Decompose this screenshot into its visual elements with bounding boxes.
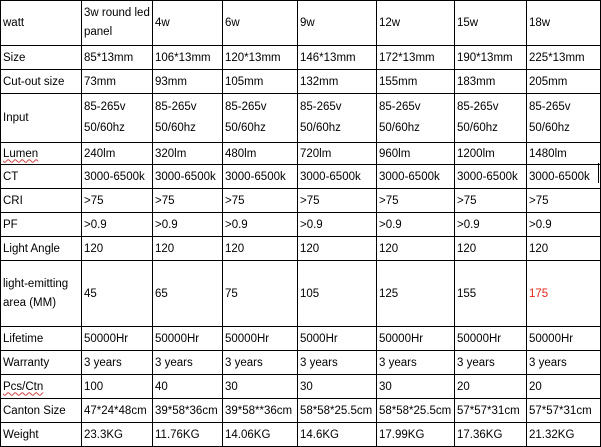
header-cell-3w: 3w round led panel xyxy=(82,1,153,46)
table-row-light-angle xyxy=(1,237,601,261)
table-cell: 240lm xyxy=(82,143,153,165)
table-cell: 85-265v 50/60hz xyxy=(223,94,298,143)
table-cell: 205mm xyxy=(527,70,601,94)
table-cell: >0.9 xyxy=(527,213,601,237)
table-row-input xyxy=(1,94,601,143)
row-label-size: Size xyxy=(1,46,82,70)
table-cell: 3000-6500k xyxy=(298,165,377,189)
table-cell: 3000-6500k xyxy=(82,165,153,189)
table-cell: 14.06KG xyxy=(223,423,298,447)
table-cell: 225*13mm xyxy=(527,46,601,70)
row-label-weight: Weight xyxy=(1,423,82,447)
row-label-lumen xyxy=(1,143,82,165)
table-cell: >75 xyxy=(298,189,377,213)
row-label-ct: CT xyxy=(1,165,82,189)
table-cell: 172*13mm xyxy=(377,46,455,70)
table-cell: 3 years xyxy=(527,351,601,375)
table-cell: 30 xyxy=(223,375,298,399)
table-cell: 58*58*25.5cm xyxy=(298,399,377,423)
highlighted-cell: 175 xyxy=(527,261,601,327)
row-label-emitting-area: light-emitting area (MM) xyxy=(1,261,82,327)
table-cell: 125 xyxy=(377,261,455,327)
table-cell: 3000-6500k xyxy=(223,165,298,189)
table-cell: 120 xyxy=(527,237,601,261)
table-cell: 120 xyxy=(82,237,153,261)
table-cell: 58*58*25.5cm xyxy=(377,399,455,423)
row-label-cutout-size: Cut-out size xyxy=(1,70,82,94)
row-label-input: Input xyxy=(1,94,82,143)
table-cell: 5000Hr xyxy=(298,327,377,351)
row-label-warranty: Warranty xyxy=(1,351,82,375)
table-row-cri xyxy=(1,189,601,213)
row-label-pcs-ctn-text: Pcs/Ctn xyxy=(3,380,44,393)
table-cell: 100 xyxy=(82,375,153,399)
row-label-lumen-text: Lumen xyxy=(3,147,39,160)
table-cell: 85-265v 50/60hz xyxy=(82,94,153,143)
table-cell: 190*13mm xyxy=(455,46,527,70)
table-cell: 120 xyxy=(223,237,298,261)
table-cell: 73mm xyxy=(82,70,153,94)
table-cell: >75 xyxy=(527,189,601,213)
table-cell: 14.6KG xyxy=(298,423,377,447)
table-cell: 3000-6500k xyxy=(455,165,527,189)
table-cell: 30 xyxy=(298,375,377,399)
table-cell: >0.9 xyxy=(298,213,377,237)
table-cell: >0.9 xyxy=(377,213,455,237)
table-row-emitting-area xyxy=(1,261,601,327)
table-cell: 20 xyxy=(455,375,527,399)
table-cell: 57*57*31cm xyxy=(455,399,527,423)
table-cell: 50000Hr xyxy=(82,327,153,351)
table-cell: 45 xyxy=(82,261,153,327)
table-cell: 3000-6500k xyxy=(527,165,601,189)
table-cell: 155 xyxy=(455,261,527,327)
table-cell: 120 xyxy=(298,237,377,261)
table-cell: 20 xyxy=(527,375,601,399)
row-label-canton-size: Canton Size xyxy=(1,399,82,423)
row-label-light-angle: Light Angle xyxy=(1,237,82,261)
table-cell: 30 xyxy=(377,375,455,399)
table-cell: 105 xyxy=(298,261,377,327)
table-cell: 3 years xyxy=(455,351,527,375)
table-cell: >75 xyxy=(377,189,455,213)
table-cell: 17.36KG xyxy=(455,423,527,447)
table-cell: 39*58**36cm xyxy=(223,399,298,423)
table-cell: 85-265v 50/60hz xyxy=(377,94,455,143)
row-label-pcs-ctn xyxy=(1,375,82,399)
table-row-ct xyxy=(1,165,601,189)
header-cell-4w: 4w xyxy=(153,1,223,46)
row-label-pf: PF xyxy=(1,213,82,237)
table-cell: 65 xyxy=(153,261,223,327)
table-cell: 50000Hr xyxy=(455,327,527,351)
table-cell: 120 xyxy=(377,237,455,261)
table-cell: 106*13mm xyxy=(153,46,223,70)
table-cell: 3 years xyxy=(153,351,223,375)
table-cell: 3 years xyxy=(82,351,153,375)
table-cell: 1200lm xyxy=(455,143,527,165)
table-cell: 85*13mm xyxy=(82,46,153,70)
table-cell: 17.99KG xyxy=(377,423,455,447)
table-row-pcs-ctn xyxy=(1,375,601,399)
edge-mark-divider xyxy=(598,163,599,183)
row-label-cri: CRI xyxy=(1,189,82,213)
header-row xyxy=(1,1,601,46)
header-cell-12w: 12w xyxy=(377,1,455,46)
table-row-canton-size xyxy=(1,399,601,423)
table-cell: 960lm xyxy=(377,143,455,165)
table-cell: 120*13mm xyxy=(223,46,298,70)
table-cell: 85-265v 50/60hz xyxy=(527,94,601,143)
table-cell: >75 xyxy=(223,189,298,213)
row-label-lifetime: Lifetime xyxy=(1,327,82,351)
table-cell: 3 years xyxy=(377,351,455,375)
header-cell-15w: 15w xyxy=(455,1,527,46)
table-cell: 3 years xyxy=(223,351,298,375)
table-cell: 21.32KG xyxy=(527,423,601,447)
row-label-watt: watt xyxy=(1,1,82,46)
table-cell: 40 xyxy=(153,375,223,399)
table-cell: >0.9 xyxy=(82,213,153,237)
table-cell: 50000Hr xyxy=(377,327,455,351)
table-cell: 23.3KG xyxy=(82,423,153,447)
table-cell: 39*58*36cm xyxy=(153,399,223,423)
table-cell: 85-265v 50/60hz xyxy=(455,94,527,143)
header-cell-9w: 9w xyxy=(298,1,377,46)
table-row-cutout xyxy=(1,70,601,94)
table-cell: 50000Hr xyxy=(223,327,298,351)
table-cell: 320lm xyxy=(153,143,223,165)
table-cell: 132mm xyxy=(298,70,377,94)
table-cell: 50000Hr xyxy=(527,327,601,351)
table-cell: >75 xyxy=(82,189,153,213)
table-cell: 75 xyxy=(223,261,298,327)
table-cell: >75 xyxy=(455,189,527,213)
header-cell-6w: 6w xyxy=(223,1,298,46)
table-cell: 3000-6500k xyxy=(153,165,223,189)
table-cell: >75 xyxy=(153,189,223,213)
table-cell: 50000Hr xyxy=(153,327,223,351)
table-cell: 3000-6500k xyxy=(377,165,455,189)
table-cell: 11.76KG xyxy=(153,423,223,447)
table-cell: 1480lm xyxy=(527,143,601,165)
table-row-lifetime xyxy=(1,327,601,351)
table-row-pf xyxy=(1,213,601,237)
table-row-size xyxy=(1,46,601,70)
table-cell: 93mm xyxy=(153,70,223,94)
header-cell-18w: 18w xyxy=(527,1,601,46)
table-cell: 105mm xyxy=(223,70,298,94)
table-cell: 155mm xyxy=(377,70,455,94)
table-cell: 480lm xyxy=(223,143,298,165)
table-cell: >0.9 xyxy=(153,213,223,237)
table-cell: 120 xyxy=(455,237,527,261)
table-cell: 57*57*31cm xyxy=(527,399,601,423)
table-cell: 85-265v 50/60hz xyxy=(298,94,377,143)
table-cell: 183mm xyxy=(455,70,527,94)
table-cell: >0.9 xyxy=(455,213,527,237)
table-row-warranty xyxy=(1,351,601,375)
table-cell: >0.9 xyxy=(223,213,298,237)
table-cell: 120 xyxy=(153,237,223,261)
table-cell: 3 years xyxy=(298,351,377,375)
table-cell: 85-265v 50/60hz xyxy=(153,94,223,143)
table-cell: 47*24*48cm xyxy=(82,399,153,423)
table-cell: 720lm xyxy=(298,143,377,165)
table-cell: 146*13mm xyxy=(298,46,377,70)
table-row-lumen xyxy=(1,143,601,165)
